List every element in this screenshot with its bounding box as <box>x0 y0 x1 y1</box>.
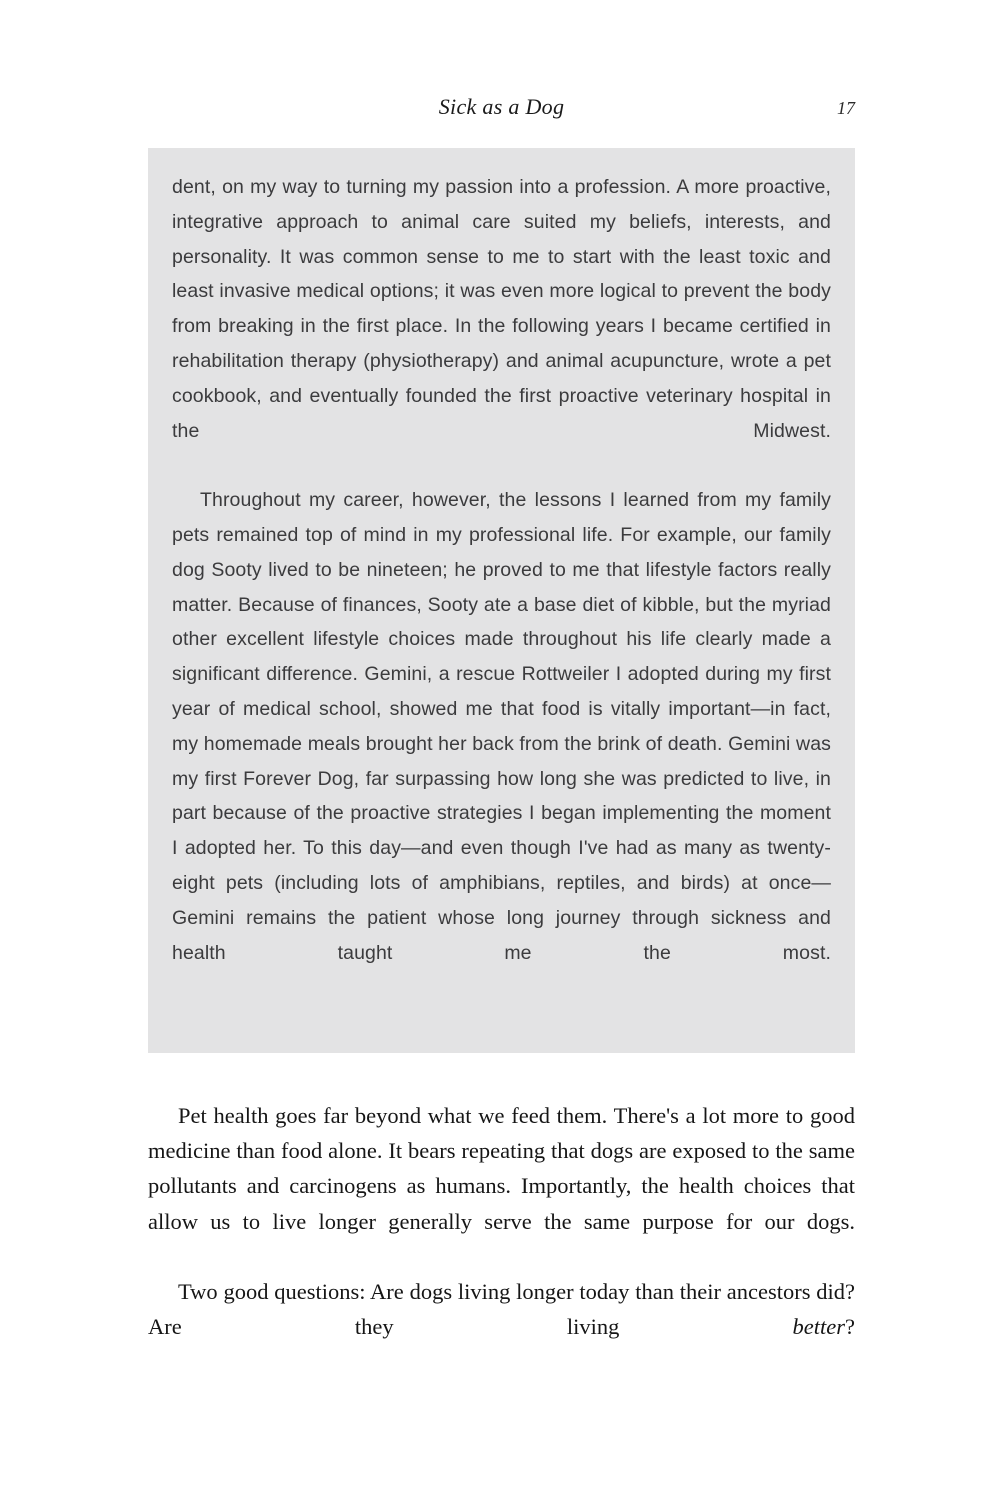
body-paragraph-2-tail: ? <box>845 1314 855 1340</box>
body-paragraph-2 <box>148 1274 855 1380</box>
page-number: 17 <box>837 98 855 118</box>
body-paragraph-2-lead: Two good questions: Are dogs living longer today than their ancestors did? Are they living <box>148 1279 855 1340</box>
highlighted-paragraph-2: Throughout my career, however, the lessons I learned from my family pets remained top of mind in my professional life. For example, our family dog Sooty lived to be nineteen; he proved to me that lifestyle factors really matter. Because of finances, Sooty ate a base diet of kibble, but the myriad other excellent lifestyle choices made throughout his life clearly made a significant difference. Gemini, a rescue Rottweiler I adopted during my first year of medical school, showed me that food is vitally important—in fact, my homemade meals brought her back from the brink of death. Gemini was my first Forever Dog, far surpassing how long she was predicted to live, in part because of the proactive strategies I began implementing the moment I adopted her. To this day—and even though I've had as many as twenty-eight pets (including lots of amphibians, reptiles, and birds) at once—Gemini remains the patient whose long journey through sickness and health taught me the most. <box>172 489 831 964</box>
highlighted-text-block <box>148 148 855 1053</box>
body-text <box>148 1098 855 1380</box>
highlighted-paragraph-1: dent, on my way to turning my passion into a profession. A more proactive, integrative approach to animal care suited my beliefs, interests, and personality. It was common sense to me to start with the least toxic and least invasive medical options; it was even more logical to prevent the body from breaking in the first place. In the following years I became certified in rehabilitation therapy (physiotherapy) and animal acupuncture, wrote a pet cookbook, and eventually founded the first proactive veterinary hospital in the Midwest. <box>172 176 831 442</box>
running-head-title: Sick as a Dog <box>438 94 565 119</box>
body-paragraph-2-emphasis: better <box>792 1314 845 1340</box>
body-paragraph-1: Pet health goes far beyond what we feed them. There's a lot more to good medicine than food alone. It bears repeating that dogs are exposed to the same pollutants and carcinogens as humans. Importantly, the health choices that allow us to live longer generally serve the same purpose for our dogs. <box>148 1103 855 1234</box>
running-head <box>148 92 855 124</box>
